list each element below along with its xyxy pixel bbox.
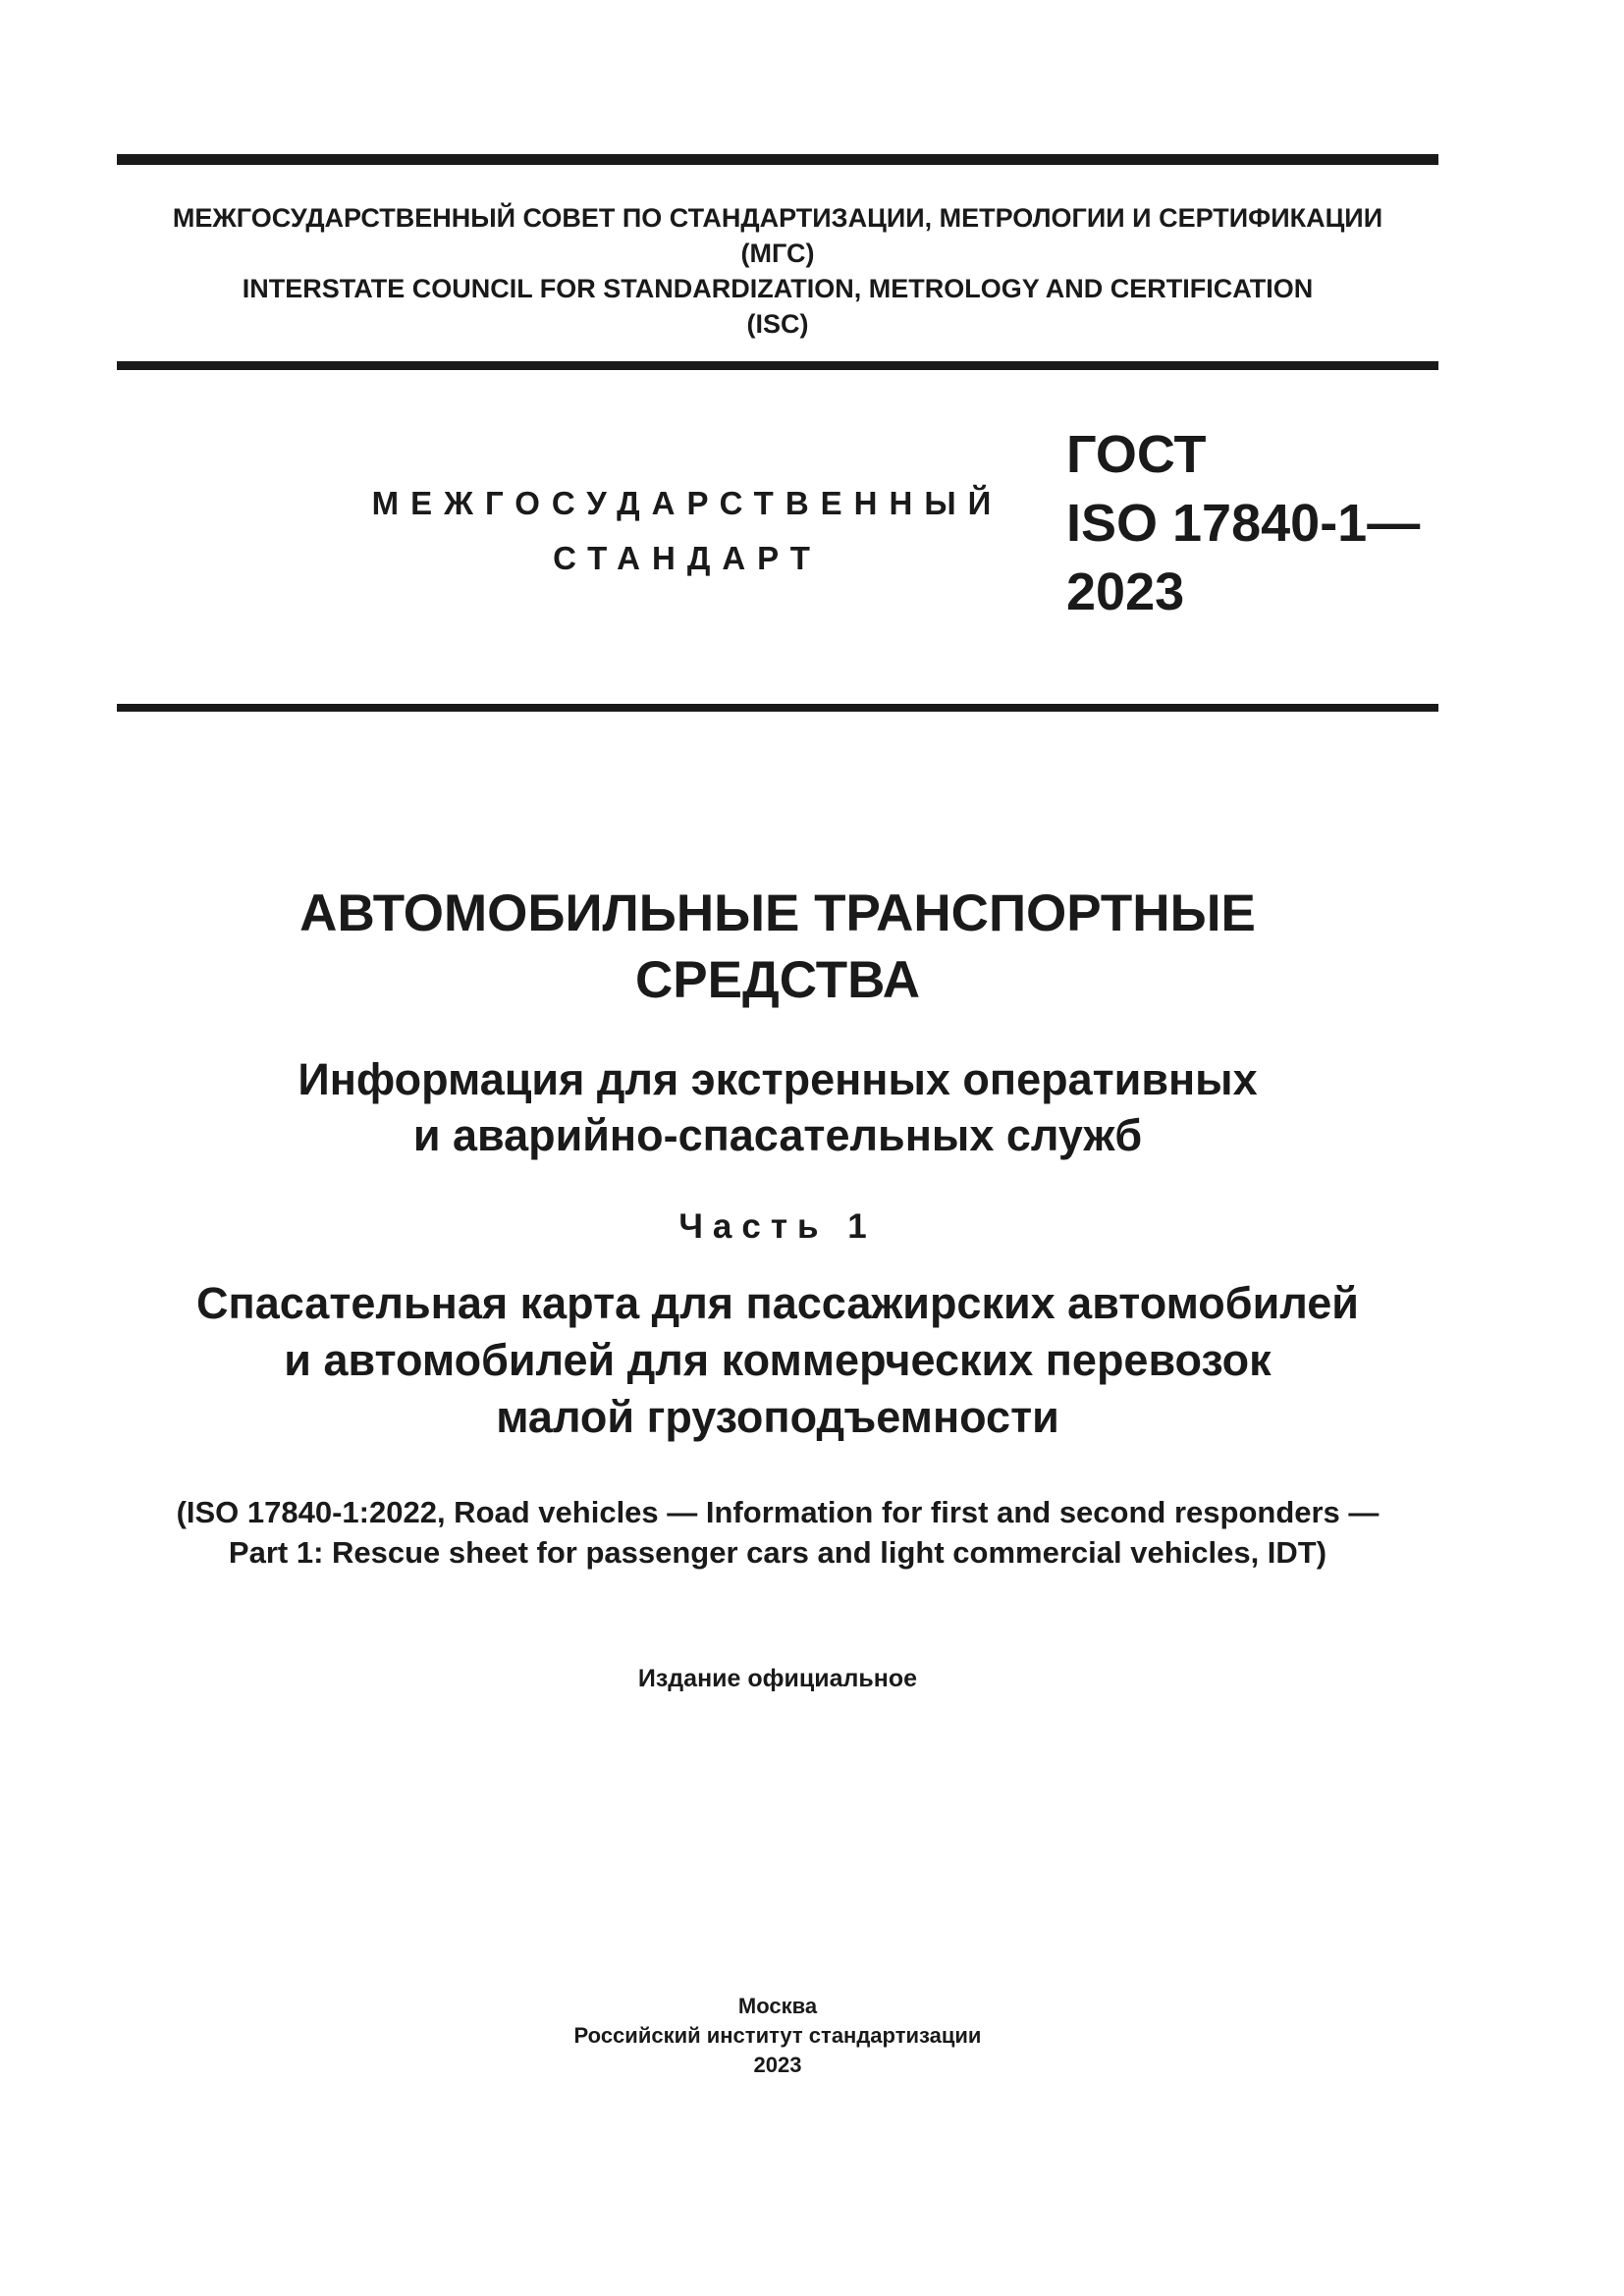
bottom-divider [117, 704, 1438, 712]
publisher-city: Москва [737, 1994, 818, 2018]
publisher-block [79, 1992, 1477, 2080]
designation-line-1: ГОСТ [1066, 425, 1207, 484]
iso-reference [79, 1492, 1477, 1573]
publisher-institute: Российский институт стандартизации [573, 2023, 982, 2048]
standard-type-line-1: МЕЖГОСУДАРСТВЕННЫЙ [371, 485, 1003, 521]
title-line-1: АВТОМОБИЛЬНЫЕ ТРАНСПОРТНЫЕ [299, 884, 1256, 942]
title-line-2: СРЕДСТВА [635, 951, 920, 1009]
edition-label [79, 1662, 1477, 1695]
edition-text: Издание официальное [637, 1665, 918, 1692]
document-title [79, 881, 1477, 1014]
council-abbr-ru: (МГС) [740, 239, 815, 268]
publication-year: 2023 [753, 2053, 802, 2077]
part-title-line-1: Спасательная карта для пассажирских автомобилей [196, 1278, 1359, 1328]
designation-line-3: 2023 [1066, 562, 1185, 621]
iso-reference-line-1: (ISO 17840-1:2022, Road vehicles — Information for first and second responders — [176, 1495, 1380, 1529]
middle-divider [117, 361, 1438, 370]
council-header [117, 200, 1438, 342]
council-name-ru: МЕЖГОСУДАРСТВЕННЫЙ СОВЕТ ПО СТАНДАРТИЗАЦИИ, МЕТРОЛОГИИ И СЕРТИФИКАЦИИ [172, 203, 1383, 233]
part-title-line-3: малой грузоподъемности [496, 1392, 1059, 1442]
part-title [79, 1275, 1477, 1446]
designation-line-2: ISO 17840-1— [1066, 494, 1421, 553]
council-name-en: INTERSTATE COUNCIL FOR STANDARDIZATION, METROLOGY AND CERTIFICATION [242, 274, 1314, 303]
standard-designation [1066, 420, 1420, 626]
part-label-text: Часть 1 [678, 1207, 877, 1246]
standard-type-line-2: СТАНДАРТ [553, 540, 822, 576]
iso-reference-line-2: Part 1: Rescue sheet for passenger cars and light commercial vehicles, IDT) [228, 1535, 1327, 1570]
part-label [79, 1202, 1477, 1252]
part-title-line-2: и автомобилей для коммерческих перевозок [284, 1335, 1272, 1385]
subtitle-line-2: и аварийно-спасательных служб [412, 1110, 1143, 1160]
subtitle-line-1: Информация для экстренных оперативных [298, 1054, 1258, 1104]
top-divider [117, 154, 1438, 165]
document-subtitle [79, 1051, 1477, 1163]
council-abbr-en: (ISC) [746, 309, 809, 339]
standard-type [295, 476, 1080, 586]
